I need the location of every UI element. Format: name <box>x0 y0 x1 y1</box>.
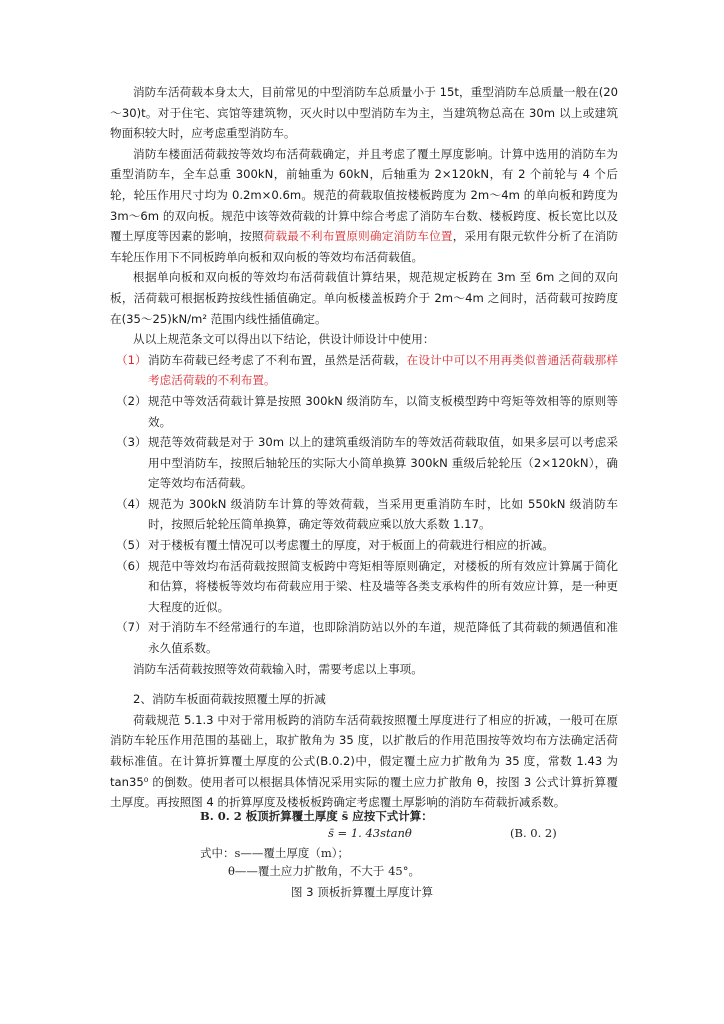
list-item-text: 对于消防车不经常通行的车道，也即除消防站以外的车道，规范降低了其荷载的频遇值和准永久值系数。 <box>148 620 618 656</box>
list-item <box>110 535 618 556</box>
document-body <box>110 82 618 813</box>
list-item-number: （5） <box>116 538 147 553</box>
formula-where-s: 式中：s——覆土厚度（m）； <box>200 846 350 860</box>
formula-expression: s̄ = 1. 43stanθ <box>328 826 412 840</box>
formula-intro: B. 0. 2 板顶折算覆土厚度 s̄ 应按下式计算： <box>200 809 433 823</box>
list-item-number: （7） <box>116 620 147 635</box>
list-item <box>110 494 618 535</box>
list-item-text: 规范中等效均布活荷载按照简支板跨中弯矩相等原则确定，对楼板的所有效应计算属于简化和估算，将楼板等效均布荷载应用于梁、柱及墙等各类支承构件的所有效应计算，是一种更大程度的近似。 <box>148 558 618 614</box>
list-item <box>110 556 618 618</box>
section-2-paragraph: 荷载规范 5.1.3 中对于常用板跨的消防车活荷载按照覆土厚度进行了相应的折减，一般可在原消防车轮压作用范围的基础上，取扩散角为 35 度，以扩散后的作用范围按等效均布方法确定活荷载标准值。在计算折算覆土厚度的公式(B.0.2)中，假定覆土应力扩散角为 35 度，常数 1.43 为 tan35⁰ 的倒数。使用者可以根据具体情况采用实际的覆土应力扩散角 θ，按图 3 公式计算折算覆土厚度。再按照图 4 的折算厚度及楼板板跨确定考虑覆土厚影响的消防车荷载折减系数。 <box>110 712 618 810</box>
paragraph-2 <box>110 144 618 268</box>
list-item <box>110 432 618 494</box>
list-item <box>110 391 618 432</box>
list-item-number: （1） <box>116 352 147 367</box>
formula-number: (B. 0. 2) <box>510 826 557 840</box>
list-item-text: 对于楼板有覆土情况可以考虑覆土的厚度，对于板面上的荷载进行相应的折减。 <box>148 538 554 553</box>
paragraph-2-part-b: ，采用有限元软件分析了在消防车轮压作用下不同板跨单向板和双向板的等效均布活荷载值。 <box>110 229 618 264</box>
list-item-text-highlight: 在设计中可以不用再类似普通活荷载那样考虑活荷载的不利布置。 <box>148 352 618 388</box>
list-item-text: 规范为 300kN 级消防车计算的等效荷载，当采用更重消防车时，比如 550kN 级消防车时，按照后轮轮压简单换算，确定等效荷载应乘以放大系数 1.17。 <box>148 496 618 532</box>
section-2-heading: 2、消防车板面荷载按照覆土厚的折减 <box>133 692 326 707</box>
paragraph-3: 根据单向板和双向板的等效均布活荷载值计算结果，规范规定板跨在 3m 至 6m 之间的双向板，活荷载可根据板跨按线性插值确定。单向板楼盖板跨介于 2m～4m 之间时，活荷载可按跨度在(35～25)kN/m² 范围内线性插值确定。 <box>110 270 618 326</box>
list-item <box>110 617 618 658</box>
list-item-text: 规范中等效活荷载计算是按照 300kN 级消防车，以简支板模型跨中弯矩等效相等的原则等效。 <box>148 393 618 429</box>
paragraph-2-highlight: 荷载最不利布置原则确定消防车位置 <box>263 229 453 244</box>
formula-where-theta: θ——覆土应力扩散角，不大于 45°。 <box>228 864 420 878</box>
list-item-text <box>148 350 618 391</box>
paragraph-1: 消防车活荷载本身太大，目前常见的中型消防车总质量小于 15t，重型消防车总质量一般在(20～30)t。对于住宅、宾馆等建筑物，灭火时以中型消防车为主，当建筑物总高在 30m 以上或建筑物面积较大时，应考虑重型消防车。 <box>110 85 618 141</box>
paragraph-2-part-a: 消防车楼面活荷载按等效均布活荷载确定，并且考虑了覆土厚度影响。计算中选用的消防车为重型消防车，全车总重 300kN，前轴重为 60kN，后轴重为 2×120kN，有 2 个前轮与 4 个后轮，轮压作用尺寸均为 0.2m×0.6m。规范的荷载取值按楼板跨度为 2m～4m 的单向板和跨度为 3m～6m 的双向板。规范中该等效荷载的计算中综合考虑了消防车台数、楼板跨度、板长宽比以及覆土厚度等因素的影响，按照 <box>110 146 618 244</box>
list-item <box>110 350 618 391</box>
list-item-text: 规范等效荷载是对于 30m 以上的建筑重级消防车的等效活荷载取值，如果多层可以考虑采用中型消防车，按照后轴轮压的实际大小简单换算 300kN 重级后轮轮压（2×120kN），确定等效均布活荷载。 <box>148 435 618 491</box>
figure-caption: 图 3 顶板折算覆土厚度计算 <box>290 885 434 899</box>
list-item-number: （6） <box>116 558 147 573</box>
list-item-number: （3） <box>116 435 147 450</box>
paragraph-4: 从以上规范条文可以得出以下结论，供设计师设计中使用： <box>133 332 435 347</box>
list-item-text-a: 消防车荷载已经考虑了不利布置，虽然是活荷载， <box>148 352 407 367</box>
paragraph-5: 消防车活荷载按照等效荷载输入时，需要考虑以上事项。 <box>133 661 423 676</box>
list-item-number: （2） <box>116 393 147 408</box>
list-item-number: （4） <box>116 496 147 511</box>
